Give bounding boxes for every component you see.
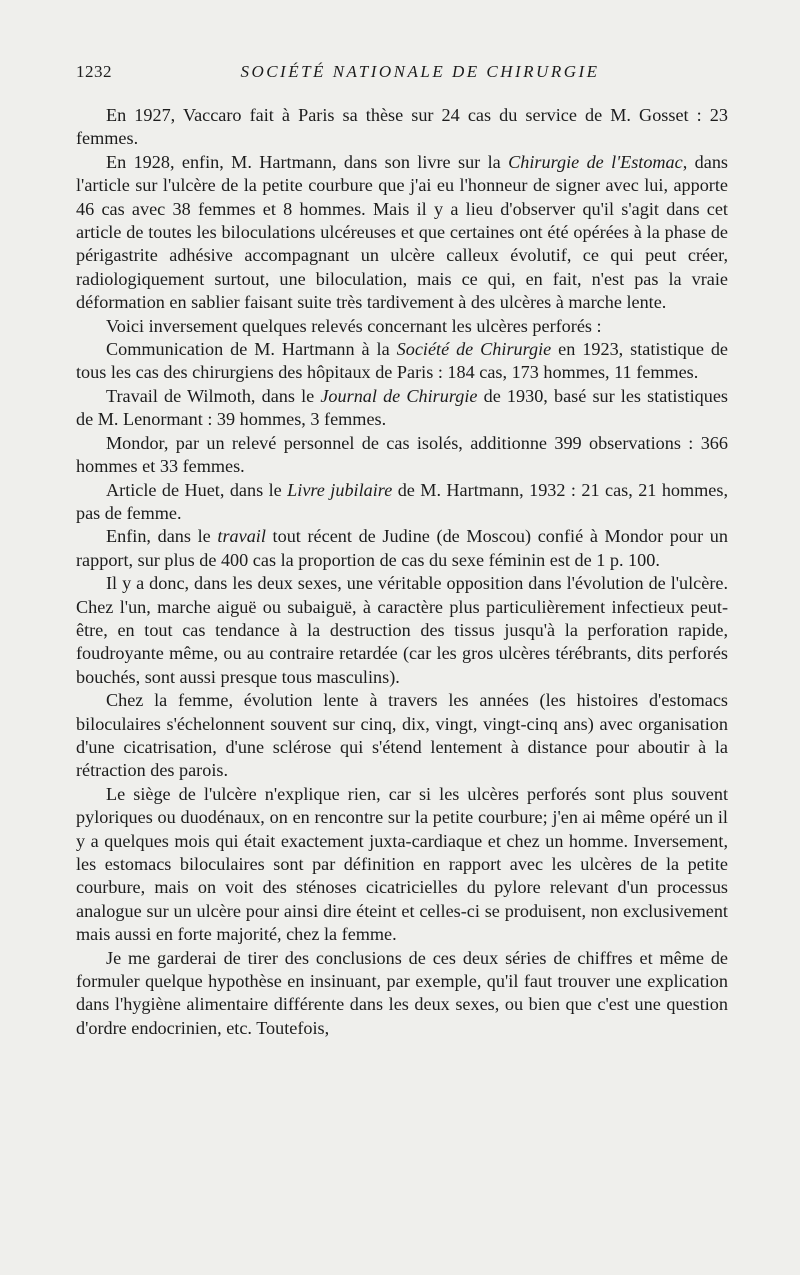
journal-title: Journal de Chirurgie <box>320 385 478 406</box>
page-number: 1232 <box>76 62 112 81</box>
paragraph: Je me garderai de tirer des conclusions de ces deux séries de chiffres et même de formuler quelque hypothèse en insinuant, par exemple, qu'il faut trouver une explication dans l'hygiène alimentaire différente dans les deux sexes, ou bien que c'est une question d'ordre endocrinien, etc. Toutefois, <box>76 947 728 1038</box>
paragraph: Enfin, dans le travail tout récent de Judine (de Moscou) confié à Mondor pour un rapport, sur plus de 400 cas la proportion de cas du sexe féminin est de 1 p. 100. <box>76 526 728 570</box>
paragraph: En 1928, enfin, M. Hartmann, dans son livre sur la Chirurgie de l'Estomac, dans l'article sur l'ulcère de la petite courbure que j'ai eu l'honneur de signer avec lui, apporte 46 cas avec 38 femmes et 8 hommes. Mais il y a lieu d'observer qu'il s'agit dans cet article de toutes les biloculations ulcéreuses et que certaines ont été opérées à la phase de périgastrite adhésive accompagnant un ulcère calleux évolutif, ce qui peut créer, radiologiquement surtout, une biloculation, mais ce qui, en fait, n'est pas la vraie déformation en sablier faisant suite très tardivement à des ulcères à marche lente. <box>76 151 728 313</box>
paragraph: En 1927, Vaccaro fait à Paris sa thèse sur 24 cas du service de M. Gosset : 23 femmes. <box>76 105 728 149</box>
society-name: Société de Chirurgie <box>396 339 552 360</box>
running-title: SOCIÉTÉ NATIONALE DE CHIRURGIE <box>240 62 600 81</box>
paragraph: Voici inversement quelques relevés concernant les ulcères perforés : <box>106 315 602 336</box>
page-header <box>76 62 724 86</box>
paragraph: Travail de Wilmoth, dans le Journal de Chirurgie de 1930, basé sur les statistiques de M. Lenormant : 39 hommes, 3 femmes. <box>76 385 728 430</box>
paragraph: Il y a donc, dans les deux sexes, une véritable opposition dans l'évolution de l'ulcère. Chez l'un, marche aiguë ou subaiguë, à caractère plus particulièrement infectieux peut-être, en tout cas tendance à la destruction des tissus jusqu'à la perforation rapide, foudroyante même, ou au contraire retardée (car les gros ulcères térébrants, dits perforés bouchés, sont aussi presque tous masculins). <box>76 573 728 687</box>
paragraph: Article de Huet, dans le Livre jubilaire de M. Hartmann, 1932 : 21 cas, 21 hommes, pas de femme. <box>76 479 728 523</box>
paragraph: Le siège de l'ulcère n'explique rien, car si les ulcères perforés sont plus souvent pyloriques ou duodénaux, on en rencontre sur la petite courbure; j'en ai même opéré un il y a quelques mois qui était exactement juxta-cardiaque et chez un homme. Inversement, les estomacs biloculaires sont par définition en rapport avec les ulcères de la petite courbure, mais on voit des sténoses cicatricielles du pylore relevant d'un processus analogue sur un ulcère pour ainsi dire éteint et celles-ci se produisent, non exclusivement mais aussi en forte majorité, chez la femme. <box>76 783 728 945</box>
emphasis: travail <box>217 526 266 547</box>
paragraph: Chez la femme, évolution lente à travers les années (les histoires d'estomacs biloculaires s'échelonnent souvent sur cinq, dix, vingt, vingt-cinq ans) avec organisation d'une cicatrisation, d'une sclérose qui s'étend lentement à distance pour aboutir à la rétraction des parois. <box>76 690 728 781</box>
page-body <box>76 104 728 1040</box>
paragraph: Mondor, par un relevé personnel de cas isolés, additionne 399 observations : 366 hommes et 33 femmes. <box>76 432 728 477</box>
paragraph: Communication de M. Hartmann à la Société de Chirurgie en 1923, statistique de tous les cas des chirurgiens des hôpitaux de Paris : 184 cas, 173 hommes, 11 femmes. <box>76 339 728 383</box>
book-title: Livre jubilaire <box>287 479 393 500</box>
book-title: Chirurgie de l'Estomac <box>508 151 683 172</box>
